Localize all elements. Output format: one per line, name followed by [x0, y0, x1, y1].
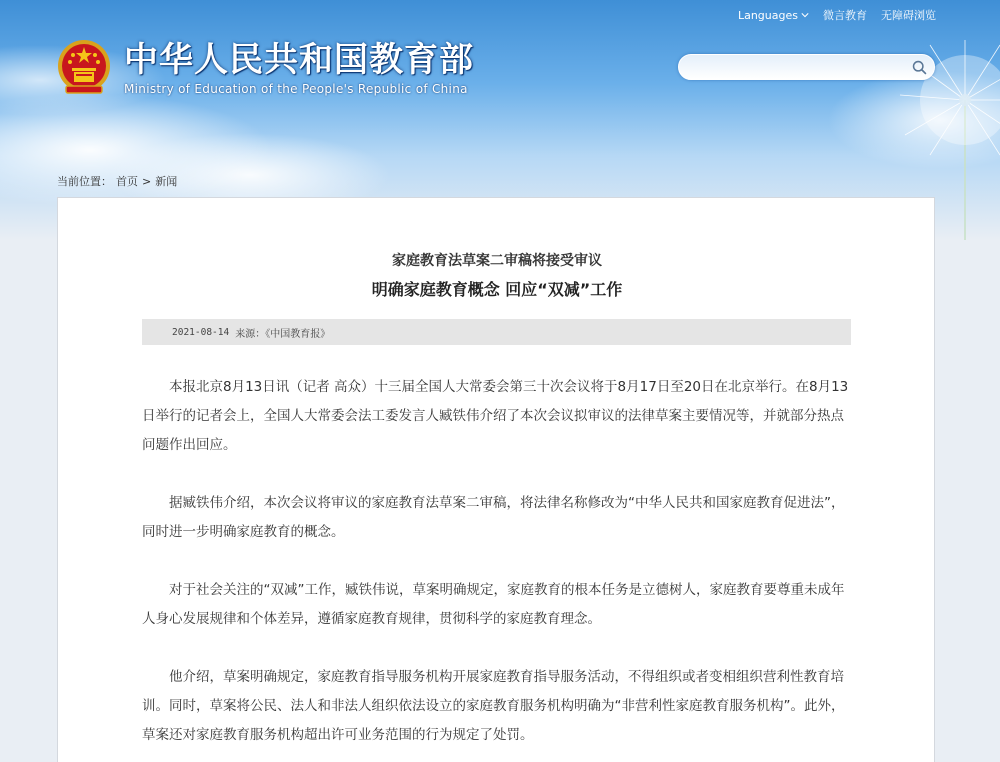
chevron-down-icon	[801, 11, 809, 19]
search-icon[interactable]	[911, 59, 928, 76]
article-title: 明确家庭教育概念 回应“双减”工作	[371, 280, 623, 299]
article-meta	[142, 319, 851, 345]
article-source: 来源：《中国教育报》	[235, 328, 331, 340]
article-panel	[57, 197, 935, 762]
article-paragraph: 对于社会关注的“双减”工作，臧铁伟说，草案明确规定，家庭教育的根本任务是立德树人，家庭教育要尊重未成年人身心发展规律和个体差异，遵循家庭教育规律，贯彻科学的家庭教育理念。	[142, 582, 845, 627]
accessibility-link[interactable]: 无障碍浏览	[881, 9, 936, 22]
national-emblem-icon	[54, 38, 114, 98]
languages-menu[interactable]	[738, 9, 809, 22]
breadcrumb-home-link[interactable]: 首页	[116, 175, 138, 188]
search-input[interactable]	[689, 58, 899, 76]
article-paragraph: 本报北京8月13日讯（记者 高众）十三届全国人大常委会第三十次会议将于8月17日至20日在北京举行。在8月13日举行的记者会上，全国人大常委会法工委发言人臧铁伟介绍了本次会议拟审议的法律草案主要情况等，并就部分热点问题作出回应。	[142, 379, 849, 453]
languages-label: Languages	[737, 8, 798, 22]
weibo-link[interactable]: 微言教育	[823, 9, 867, 22]
breadcrumb	[57, 173, 177, 189]
article-paragraph: 据臧铁伟介绍，本次会议将审议的家庭教育法草案二审稿，将法律名称修改为“中华人民共和国家庭教育促进法”，同时进一步明确家庭教育的概念。	[142, 495, 845, 540]
article-paragraph: 他介绍，草案明确规定，家庭教育指导服务机构开展家庭教育指导服务活动，不得组织或者变相组织营利性教育培训。同时，草案将公民、法人和非法人组织依法设立的家庭教育服务机构明确为“非营利性家庭教育服务机构”。此外，草案还对家庭教育服务机构超出许可业务范围的行为规定了处罚。	[142, 669, 845, 743]
top-nav	[738, 7, 936, 23]
article-subtitle: 家庭教育法草案二审稿将接受审议	[392, 253, 602, 269]
site-title-cn: 中华人民共和国教育部	[124, 40, 474, 80]
site-title-en: Ministry of Education of the People's Republic of China	[124, 82, 468, 96]
breadcrumb-label: 当前位置：	[57, 175, 112, 188]
article-body	[142, 373, 854, 762]
site-logo[interactable]	[54, 38, 474, 98]
breadcrumb-separator: >	[142, 174, 152, 188]
article-date: 2021-08-14	[172, 326, 230, 338]
search-box	[678, 54, 935, 80]
breadcrumb-news-link[interactable]: 新闻	[155, 175, 178, 188]
